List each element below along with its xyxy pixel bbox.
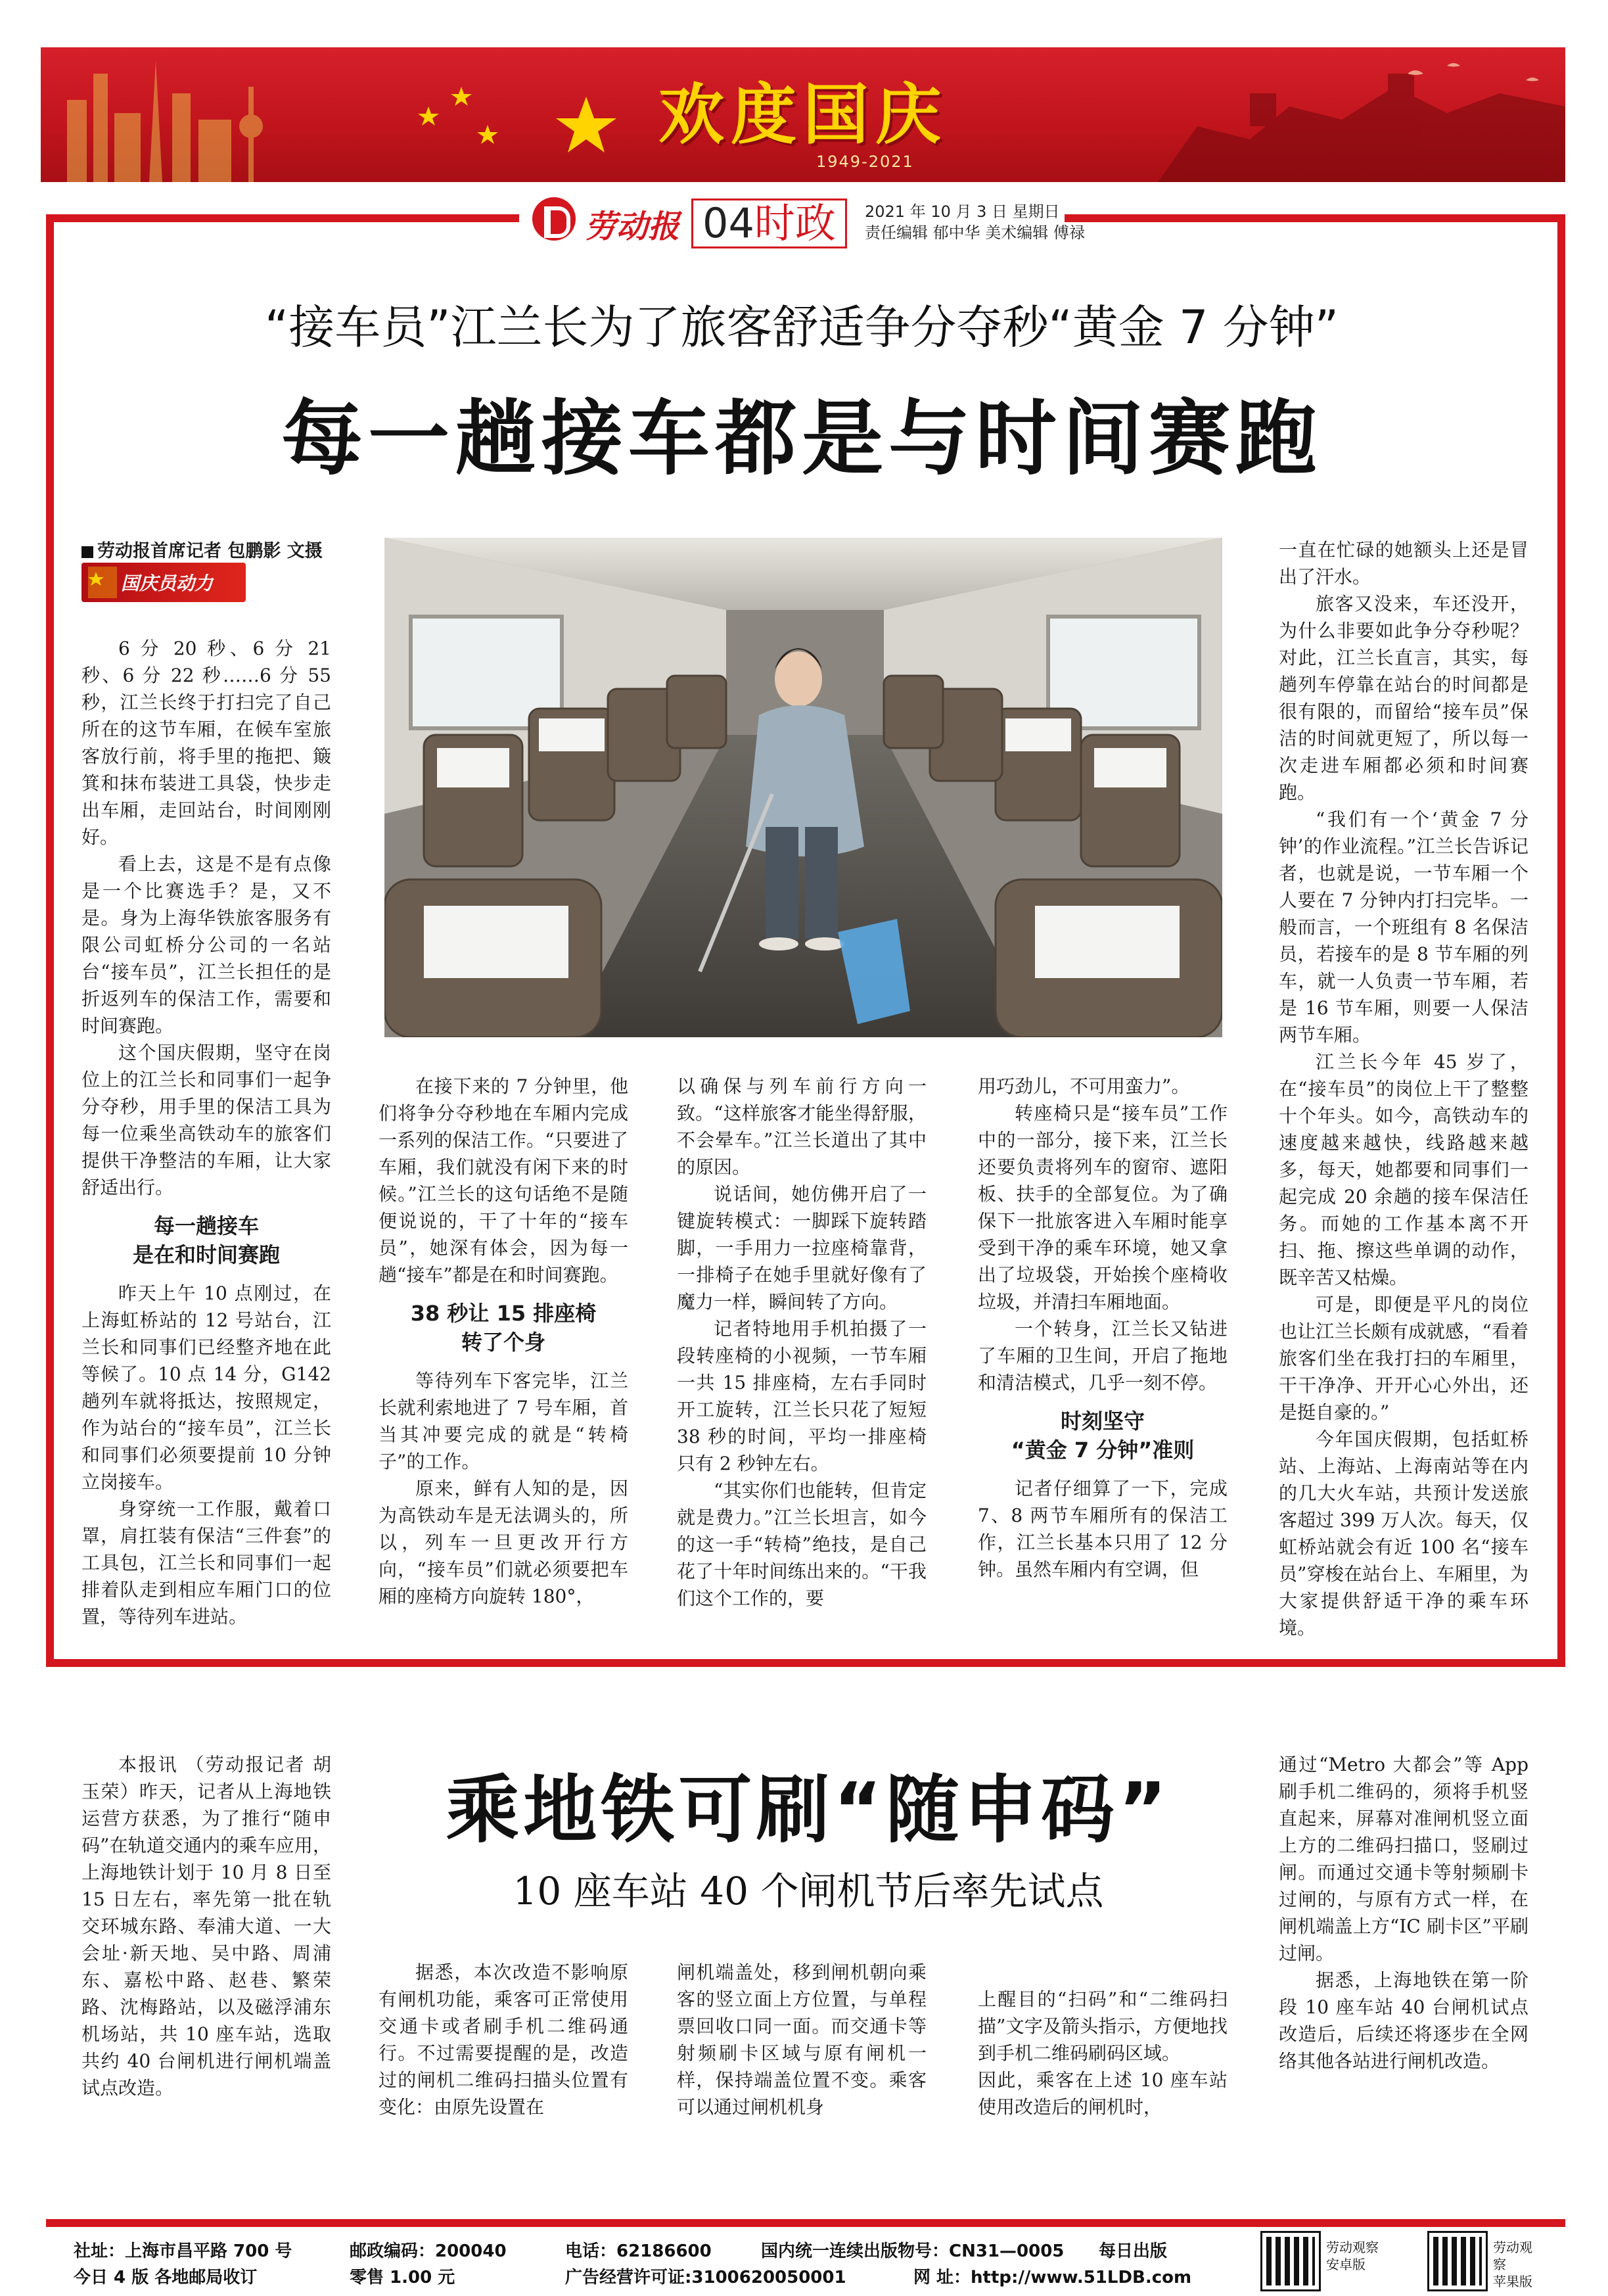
masthead xyxy=(526,192,1085,251)
paragraph: 上醒目的“扫码”和“二维码扫描”文字及箭头指示，方便地找到手机二维码刷码区域。 因此，乘客在上述 10 座车站使用改造后的闸机时， xyxy=(978,1988,1228,2118)
frame-top-right xyxy=(1065,214,1565,222)
article1-col3 xyxy=(677,1073,927,1612)
paragraph: 在接下来的 7 分钟里，他们将争分夺秒地在车厢内完成一系列的保洁工作。“只要进了车厢，我们就没有闲下来的时候。”江兰长的这句话绝不是随便说说的，干了十年的“接车员”，她深有体会，因为每一趟“接车”都是在和时间赛跑。 xyxy=(379,1075,628,1286)
article1-kicker: “接车员”江兰长为了旅客舒适争分夺秒“黄金 7 分钟” xyxy=(264,300,1339,354)
paragraph: 据悉，上海地铁在第一阶段 10 座车站 40 台闸机试点改造后，后续还将逐步在全网络其他各站进行闸机改造。 xyxy=(1279,1969,1528,2072)
frame-top-left xyxy=(46,214,519,222)
article1-col4 xyxy=(978,1073,1228,1583)
paragraph: 这个国庆假期，坚守在岗位上的江兰长和同事们一起争分夺秒，用手里的保洁工具为每一位乘坐高铁动车的旅客们提供干净整洁的车厢，让大家舒适出行。 xyxy=(81,1042,331,1198)
qr-label-android: 劳动观察 安卓版 xyxy=(1326,2239,1379,2272)
paragraph: 以确保与列车前行方向一致。“这样旅客才能坐得舒服，不会晕车。”江兰长道出了其中的原因。 xyxy=(677,1075,927,1178)
paragraph: 6 分 20 秒、6 分 21 秒、6 分 22 秒……6 分 55 秒，江兰长终于打扫完了自己所在的这节车厢，在候车室旅客放行前，将手里的拖把、簸箕和抹布装进工具袋，快步走出车厢，走回站台，时间刚刚好。 xyxy=(81,638,331,848)
footer-ad-license: 广告经营许可证:3100620050001 xyxy=(565,2268,846,2287)
paragraph: 江兰长今年 45 岁了，在“接车员”的岗位上干了整整十个年头。如今，高铁动车的速度越来越快，线路越来越多，每天，她都要和同事们一起完成 20 余趟的接车保洁任务。而她的工作基本离不开扫、拖、擦这些单调的动作，既辛苦又枯燥。 xyxy=(1279,1051,1528,1288)
paragraph: 记者特地用手机拍摄了一段转座椅的小视频，一节车厢一共 15 排座椅，左右手同时开工旋转，江兰长只花了短短 38 秒的时间，平均一排座椅只有 2 秒钟左右。 xyxy=(677,1318,927,1474)
page-number: 04 xyxy=(702,199,754,247)
paragraph: 原来，鲜有人知的是，因为高铁动车是无法调头的，所以，列车一旦更改开行方向，“接车员”们就必须要把车厢的座椅方向旋转 180°， xyxy=(379,1478,628,1607)
editors: 责任编辑 郁中华 美术编辑 傅禄 xyxy=(865,223,1085,242)
page-section-box xyxy=(691,199,847,248)
footer-postcode: 邮政编码：200040 xyxy=(350,2241,507,2261)
footer-pages: 今日 4 版 各地邮局收订 xyxy=(74,2268,258,2287)
paragraph: 昨天上午 10 点刚过，在上海虹桥站的 12 号站台，江兰长和同事们已经整齐地在此等候了。10 点 14 分，G142 趟列车就将抵达，按照规定，作为站台的“接车员”，江兰长和同事们必须要提前 10 分钟立岗接车。 xyxy=(81,1282,331,1493)
banner-years: 1949-2021 xyxy=(816,152,914,171)
article1-headline: 每一趟接车都是与时间赛跑 xyxy=(281,392,1322,486)
paragraph: 通过“Metro 大都会”等 App 刷手机二维码的，须将手机竖直起来，屏幕对准闸机竖立面上方的二维码扫描口，竖刷过闸。而通过交通卡等射频刷卡过闸的，与原有方式一样，在闸机端盖上方“IC 刷卡区”平刷过闸。 xyxy=(1279,1754,1528,1964)
footer-price: 零售 1.00 元 xyxy=(350,2268,455,2287)
article1-col1 xyxy=(81,635,331,1630)
footer-address: 社址：上海市昌平路 700 号 xyxy=(74,2241,292,2261)
frame-bottom xyxy=(46,2219,1565,2227)
flag-icon xyxy=(84,563,121,602)
column-tag-badge xyxy=(81,563,246,602)
byline-text: 劳动报首席记者 包鹏影 文摄 xyxy=(97,541,323,561)
article1-col5 xyxy=(1279,536,1528,1641)
paragraph: 说话间，她仿佛开启了一键旋转模式：一脚踩下旋转踏脚，一手用力一拉座椅靠背，一排椅子在她手里就好像有了魔力一样，瞬间转了方向。 xyxy=(677,1183,927,1313)
paragraph: 等待列车下客完毕，江兰长就利索地进了 7 号车厢，首当其冲要完成的就是“转椅子”的工作。 xyxy=(379,1370,628,1472)
footer-daily: 每日出版 xyxy=(1099,2241,1168,2261)
paragraph: 可是，即便是平凡的岗位也让江兰长颇有成就感，“看着旅客们坐在我打扫的车厢里，干干净净、开开心心外出，还是挺自豪的。” xyxy=(1279,1294,1528,1423)
paragraph: 旅客又没来，车还没开，为什么非要如此争分夺秒呢？对此，江兰长直言，其实，每趟列车停靠在站台的时间都是很有限的，而留给“接车员”保洁的时间就更短了，所以每一次走进车厢都必须和时间赛跑。 xyxy=(1279,593,1528,803)
paragraph: 闸机端盖处，移到闸机朝向乘客的竖立面上方位置，与单程票回收口同一面。而交通卡等射频刷卡区域与原有闸机一样，保持端盖位置不变。乘客可以通过闸机机身 xyxy=(677,1961,927,2118)
article1-byline xyxy=(81,536,344,562)
subheading: 每一趟接车 是在和时间赛跑 xyxy=(132,1213,280,1267)
article2-col1 xyxy=(81,1751,331,2101)
qr-code-android[interactable] xyxy=(1260,2231,1321,2291)
footer xyxy=(74,2235,1539,2294)
subheading: 时刻坚守 “黄金 7 分钟”准则 xyxy=(1011,1409,1195,1463)
footer-website: 网 址：http://www.51LDB.com xyxy=(913,2268,1192,2287)
article2-col3 xyxy=(677,1959,927,2120)
masthead-info xyxy=(865,201,1085,243)
paragraph: 据悉，本次改造不影响原有闸机功能，乘客可正常使用交通卡或者刷手机二维码通行。不过需要提醒的是，改造过的闸机二维码扫描头位置有变化：由原先设置在 xyxy=(379,1961,628,2118)
train-cleaning-photo xyxy=(384,538,1222,1037)
paragraph: 用巧劲儿，不可用蛮力”。 xyxy=(978,1075,1190,1097)
article2-subhead: 10 座车站 40 个闸机节后率先试点 xyxy=(513,1869,1104,1913)
footer-phone: 电话：62186600 xyxy=(565,2241,712,2261)
article1-col2 xyxy=(379,1073,628,1610)
article2-headline: 乘地铁可刷“随申码” xyxy=(446,1768,1171,1853)
article2-col2 xyxy=(379,1959,628,2120)
article2-col5 xyxy=(1279,1751,1528,2074)
paper-logo-icon xyxy=(532,197,576,241)
byline-square-icon xyxy=(81,546,93,558)
paper-name: 劳动报 xyxy=(585,208,680,245)
paragraph: 一直在忙碌的她额头上还是冒出了汗水。 xyxy=(1279,539,1528,588)
paragraph: 身穿统一工作服，戴着口罩，肩扛装有保洁“三件套”的工具包，江兰长和同事们一起排着队走到相应车厢门口的位置，等待列车进站。 xyxy=(81,1498,331,1628)
paragraph: “我们有一个‘黄金 7 分钟’的作业流程。”江兰长告诉记者，也就是说，一节车厢一个人要在 7 分钟内打扫完毕。一般而言，一个班组有 8 名保洁员，若接车的是 8 节车厢的列车，就一人负责一节车厢，若是 16 节车厢，则要一人保洁两节车厢。 xyxy=(1279,808,1528,1046)
qr-code-ios[interactable] xyxy=(1427,2231,1488,2291)
paragraph: “其实你们也能转，但肯定就是费力。”江兰长坦言，如今的这一手“转椅”绝技，是自己花了十年时间练出来的。“干我们这个工作的，要 xyxy=(677,1480,927,1609)
qr-label-ios: 劳动观察 苹果版 xyxy=(1493,2239,1532,2289)
paragraph: 记者仔细算了一下，完成 7、8 两节车厢所有的保洁工作，江兰长基本只用了 12 分钟。虽然车厢内有空调，但 xyxy=(978,1478,1228,1580)
paragraph: 本报讯 （劳动报记者 胡玉荣）昨天，记者从上海地铁运营方获悉，为了推行“随申码”在轨道交通内的乘车应用，上海地铁计划于 10 月 8 日至 15 日左右，率先第一批在轨交环城东路、奉浦大道、一大会址·新天地、吴中路、周浦东、嘉松中路、赵巷、繁荣路、沈梅路站，以及磁浮浦东机场站，共 10 座车站，选取共约 40 台闸机进行闸机端盖试点改造。 xyxy=(81,1754,331,2099)
photo-image xyxy=(384,538,1222,1037)
subheading: 38 秒让 15 排座椅 转了个身 xyxy=(410,1301,597,1355)
holiday-banner xyxy=(41,47,1565,182)
paragraph: 转座椅只是“接车员”工作中的一部分，接下来，江兰长还要负责将列车的窗帘、遮阳板、扶手的全部复位。为了确保下一批旅客进入车厢时能享受到干净的乘车环境，她又拿出了垃圾袋，开始挨个座椅收垃圾，并清扫车厢地面。 xyxy=(978,1102,1228,1313)
section-name: 时政 xyxy=(754,199,836,247)
issue-date: 2021 年 10 月 3 日 星期日 xyxy=(865,202,1060,221)
banner-title: 欢度国庆 xyxy=(658,76,948,153)
column-tag-text: 国庆员动力 xyxy=(121,573,214,594)
footer-cn: 国内统一连续出版物号：CN31—0005 xyxy=(761,2241,1065,2261)
paragraph: 看上去，这是不是有点像是一个比赛选手？是，又不是。身为上海华铁旅客服务有限公司虹桥分公司的一名站台“接车员”，江兰长担任的是折返列车的保洁工作，需要和时间赛跑。 xyxy=(81,853,331,1037)
article2-col4 xyxy=(978,1959,1228,2147)
paragraph: 今年国庆假期，包括虹桥站、上海站、上海南站等在内的几大火车站，共预计发送旅客超过 399 万人次。每天，仅虹桥站就会有近 100 名“接车员”穿梭在站台上、车厢里，为大家提供舒适干净的乘车环境。 xyxy=(1279,1428,1528,1639)
paragraph: 一个转身，江兰长又钻进了车厢的卫生间，开启了拖地和清洁模式，几乎一刻不停。 xyxy=(978,1318,1228,1394)
